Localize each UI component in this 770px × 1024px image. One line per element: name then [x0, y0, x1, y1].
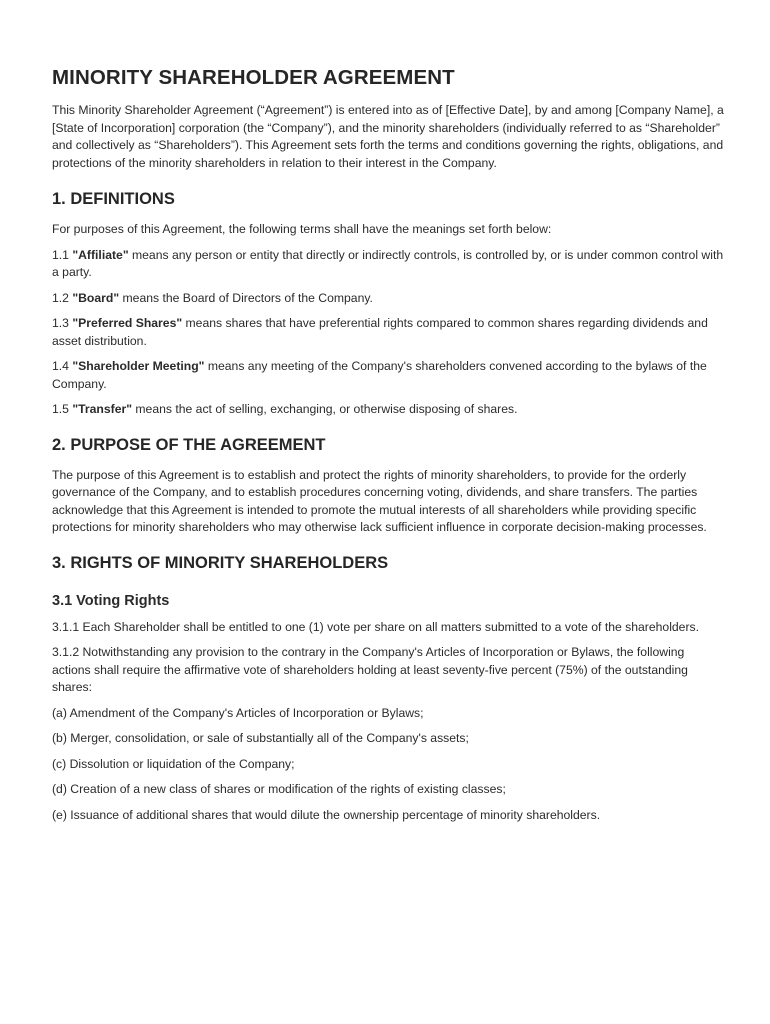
voting-list-item: (a) Amendment of the Company's Articles of Incorporation or Bylaws;: [52, 705, 424, 720]
definition-term: "Transfer": [72, 402, 132, 416]
definition-number: 1.1: [52, 247, 69, 262]
intro-paragraph: This Minority Shareholder Agreement (“Agreement”) is entered into as of [Effective Date], by and among [Company Name], a [State of Incorporation] corporation (the “Company”), and the minority shareholders (individually referred to as “Shareholder” and collectively as “Shareholders”). This Agreement sets forth the terms and conditions governing the rights, obligations, and protections of the minority shareholders in relation to their interest in the Company.: [52, 103, 724, 170]
voting-list-item: (b) Merger, consolidation, or sale of substantially all of the Company's assets;: [52, 731, 469, 745]
definition-text: means any person or entity that directly or indirectly controls, is controlled by, or is under common control with a party.: [52, 247, 724, 279]
purpose-paragraph: The purpose of this Agreement is to establish and protect the rights of minority shareholders, to provide for the orderly governance of the Company, and to establish procedures concerning voting, dividends, and share transfers. The parties acknowledge that this Agreement is intended to promote the mutual interests of all shareholders while providing specific protections for minority shareholders who may otherwise lack sufficient influence in corporate decision-making processes.: [52, 467, 707, 534]
definition-item: [52, 401, 724, 419]
voting-list-item: (e) Issuance of additional shares that would dilute the ownership percentage of minority shareholders.: [52, 807, 601, 822]
section-heading-purpose: 2. PURPOSE OF THE AGREEMENT: [52, 435, 326, 454]
definition-item: [52, 290, 724, 308]
definitions-lead: For purposes of this Agreement, the following terms shall have the meanings set forth below:: [52, 222, 552, 236]
definition-text: means the Board of Directors of the Company.: [122, 290, 373, 305]
definition-item: [52, 315, 724, 350]
definition-text: means any meeting of the Company's shareholders convened according to the bylaws of the Company.: [52, 359, 707, 391]
definition-number: 1.5: [52, 402, 69, 416]
voting-paragraph-2: 3.1.2 Notwithstanding any provision to the contrary in the Company's Articles of Incorporation or Bylaws, the following actions shall require the affirmative vote of shareholders holding at least seventy-five percent (75%) of the outstanding shares:: [52, 645, 688, 694]
document-title: MINORITY SHAREHOLDER AGREEMENT: [52, 66, 455, 89]
definition-number: 1.3: [52, 316, 69, 330]
subsection-heading-voting-rights: 3.1 Voting Rights: [52, 592, 170, 609]
definition-item: [52, 247, 724, 282]
definition-item: [52, 358, 724, 393]
section-heading-definitions: 1. DEFINITIONS: [52, 190, 175, 208]
definition-term: "Preferred Shares": [72, 316, 183, 330]
voting-paragraph-1: 3.1.1 Each Shareholder shall be entitled to one (1) vote per share on all matters submitted to a vote of the shareholders.: [52, 619, 699, 634]
definition-text: means shares that have preferential rights compared to common shares regarding dividends and asset distribution.: [52, 316, 708, 348]
section-heading-rights: 3. RIGHTS OF MINORITY SHAREHOLDERS: [52, 553, 389, 572]
definition-term: "Board": [72, 290, 120, 305]
definition-number: 1.2: [52, 290, 69, 305]
document-page: [52, 66, 724, 832]
voting-list-item: (d) Creation of a new class of shares or modification of the rights of existing classes;: [52, 782, 506, 796]
definition-text: means the act of selling, exchanging, or otherwise disposing of shares.: [135, 402, 518, 416]
definition-term: "Shareholder Meeting": [72, 359, 205, 373]
definition-number: 1.4: [52, 359, 69, 373]
voting-list-item: (c) Dissolution or liquidation of the Company;: [52, 756, 295, 771]
definition-term: "Affiliate": [72, 247, 129, 262]
